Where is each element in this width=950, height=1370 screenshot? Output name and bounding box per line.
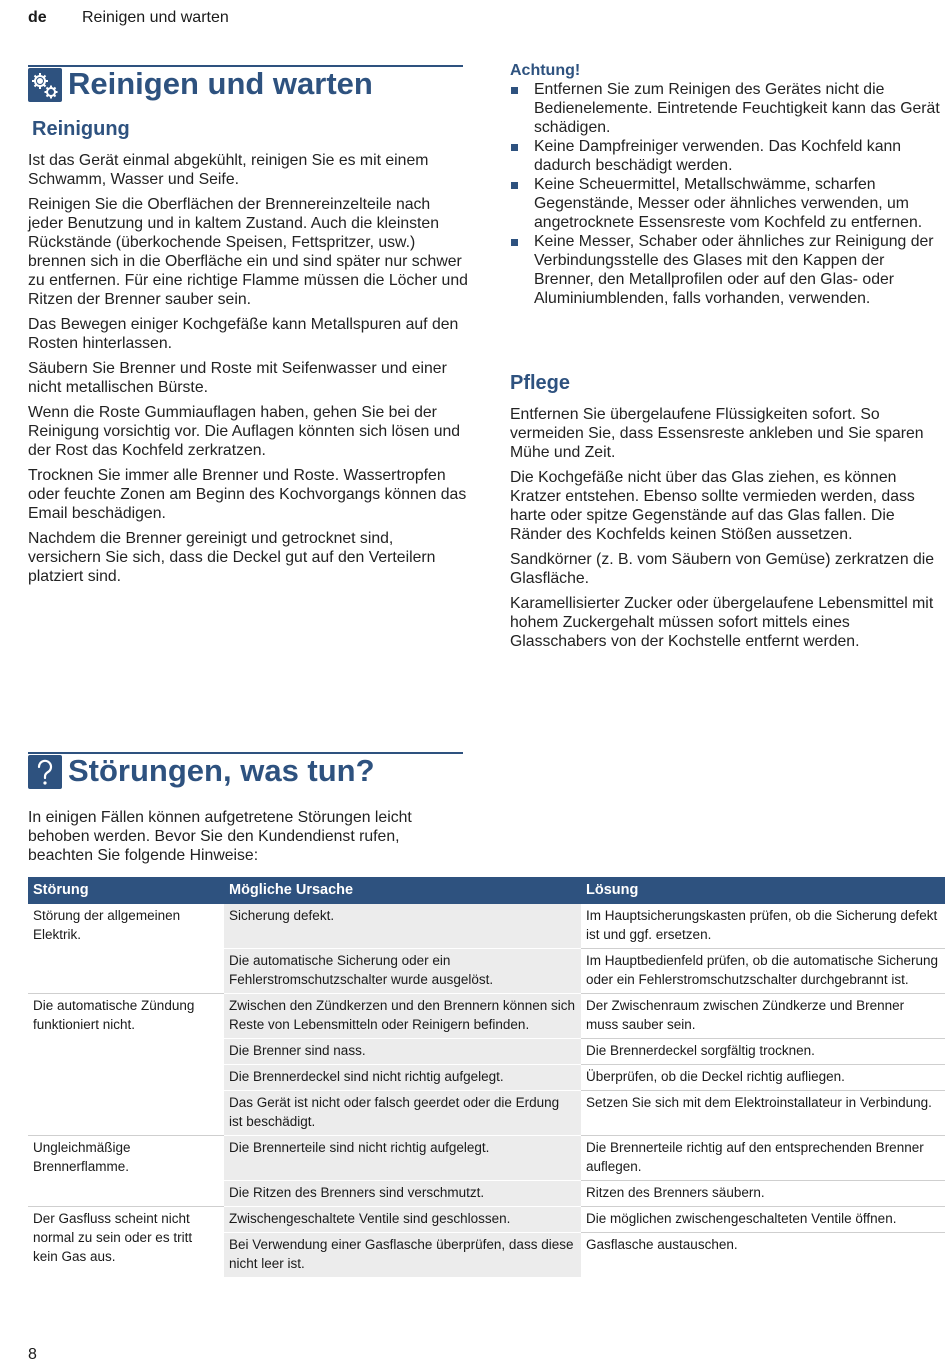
question-icon <box>28 755 62 789</box>
warning-item: Keine Messer, Schaber oder ähnliches zur Reinigung der Verbindungsstelle des Glases mit den Kappen der Brenner, den Metallprofilen oder auf den Glas- oder Aluminiumblenden, falls vorhanden, verwenden. <box>510 232 942 308</box>
gears-icon <box>28 68 62 102</box>
table-row <box>28 1207 945 1233</box>
cell-stoerung: Die automatische Zündung funktioniert nicht. <box>28 994 224 1136</box>
section-heading-reinigen <box>28 65 463 101</box>
paragraph: Reinigen Sie die Oberflächen der Brennereinzelteile nach jeder Benutzung und in kaltem Zustand. Auch die kleinsten Rückstände (überkochende Speisen, Fettspritzer, usw.) brennen sich in die Oberfläche ein und sind später nur schwer zu entfernen. Für eine richtige Flamme müssen die Löcher und Ritzen der Brenner sauber sein. <box>28 196 468 308</box>
paragraph: Das Bewegen einiger Kochgefäße kann Metallspuren auf den Rosten hinterlassen. <box>28 316 459 352</box>
pflege-text <box>510 405 945 657</box>
cell-ursache: Sicherung defekt. <box>224 904 581 949</box>
paragraph: Entfernen Sie übergelaufene Flüssigkeiten sofort. So vermeiden Sie, dass Essensreste ankleben und Sie sparen Mühe und Zeit. <box>510 406 924 461</box>
section-title-reinigen: Reinigen und warten <box>68 66 373 101</box>
warning-list <box>510 80 942 308</box>
cell-loesung: Die Brennerdeckel sorgfältig trocknen. <box>581 1039 945 1065</box>
cell-loesung: Die möglichen zwischengeschalteten Ventile öffnen. <box>581 1207 945 1233</box>
cell-loesung: Gasflasche austauschen. <box>586 1237 738 1252</box>
column-header-ursache: Mögliche Ursache <box>224 877 581 904</box>
paragraph: Ist das Gerät einmal abgekühlt, reinigen Sie es mit einem Schwamm, Wasser und Seife. <box>28 152 429 188</box>
cell-loesung: Im Hauptbedienfeld prüfen, ob die automatische Sicherung oder ein Fehlerstromschutzschalter durchgebrannt ist. <box>581 949 945 994</box>
paragraph: Trocknen Sie immer alle Brenner und Roste. Wassertropfen oder feuchte Zonen am Beginn des Kochvorgangs können das Email beschädigen. <box>28 467 467 522</box>
column-header-loesung: Lösung <box>581 877 945 904</box>
cell-loesung: Der Zwischenraum zwischen Zündkerze und Brenner muss sauber sein. <box>581 994 945 1039</box>
paragraph: Wenn die Roste Gummiauflagen haben, gehen Sie bei der Reinigung vorsichtig vor. Die Auflagen könnten sich lösen und der Rost das Kochfeld zerkratzen. <box>28 404 461 459</box>
troubleshooting-table <box>28 877 945 1278</box>
column-header-stoerung: Störung <box>28 877 224 904</box>
cell-stoerung: Störung der allgemeinen Elektrik. <box>28 904 224 994</box>
cell-ursache: Die automatische Sicherung oder ein Fehlerstromschutzschalter wurde ausgelöst. <box>224 949 581 994</box>
section-heading-stoerungen <box>28 752 463 788</box>
page-number: 8 <box>28 1346 37 1363</box>
cell-loesung: Die Brennerteile richtig auf den entsprechenden Brenner auflegen. <box>581 1136 945 1181</box>
subheading-pflege: Pflege <box>510 372 571 394</box>
table-row <box>28 1136 945 1181</box>
cell-ursache: Bei Verwendung einer Gasflasche überprüfen, dass diese nicht leer ist. <box>224 1233 581 1278</box>
cell-stoerung: Der Gasfluss scheint nicht normal zu sein oder es tritt kein Gas aus. <box>33 1211 193 1264</box>
warning-item: Keine Scheuermittel, Metallschwämme, scharfen Gegenstände, Messer oder ähnliches verwenden, um angetrocknete Essensreste vom Kochfeld zu entfernen. <box>510 175 942 232</box>
table-row <box>28 994 945 1039</box>
cell-loesung: Überprüfen, ob die Deckel richtig aufliegen. <box>581 1065 945 1091</box>
language-label: de <box>28 9 47 26</box>
paragraph: Die Kochgefäße nicht über das Glas ziehen, es können Kratzer entstehen. Ebenso sollte vermieden werden, dass harte oder spitze Gegenstände auf das Glas fallen. Die Ränder des Kochfelds keinen Stößen aussetzen. <box>510 469 915 543</box>
cell-ursache: Das Gerät ist nicht oder falsch geerdet oder die Erdung ist beschädigt. <box>224 1091 581 1136</box>
cell-loesung: Ritzen des Brenners säubern. <box>581 1181 945 1207</box>
cell-ursache: Die Brennerteile sind nicht richtig aufgelegt. <box>224 1136 581 1181</box>
paragraph: Sandkörner (z. B. vom Säubern von Gemüse) zerkratzen die Glasfläche. <box>510 551 935 587</box>
table-row <box>28 904 945 949</box>
section-title-stoerungen: Störungen, was tun? <box>68 753 375 788</box>
cell-stoerung: Ungleichmäßige Brennerflamme. <box>28 1136 224 1207</box>
cell-loesung: Setzen Sie sich mit dem Elektroinstallateur in Verbindung. <box>581 1091 945 1136</box>
cell-ursache: Zwischen den Zündkerzen und den Brennern können sich Reste von Lebensmitteln oder Reinigern befinden. <box>224 994 581 1039</box>
paragraph: Säubern Sie Brenner und Roste mit Seifenwasser und einer nicht metallischen Bürste. <box>28 360 447 396</box>
paragraph: Nachdem die Brenner gereinigt und getrocknet sind, versichern Sie sich, dass die Deckel gut auf den Verteilern platziert sind. <box>28 530 436 585</box>
cell-ursache: Die Ritzen des Brenners sind verschmutzt. <box>224 1181 581 1207</box>
cell-loesung: Im Hauptsicherungskasten prüfen, ob die Sicherung defekt ist und ggf. ersetzen. <box>581 904 945 949</box>
table-header-row <box>28 877 945 904</box>
warning-title: Achtung! <box>510 62 581 79</box>
cell-ursache: Die Brenner sind nass. <box>224 1039 581 1065</box>
running-header-title: Reinigen und warten <box>82 9 229 26</box>
warning-item: Keine Dampfreiniger verwenden. Das Kochfeld kann dadurch beschädigt werden. <box>510 137 942 175</box>
paragraph: Karamellisierter Zucker oder übergelaufene Lebensmittel mit hohem Zuckergehalt müssen sofort mittels eines Glasschabers von der Kochstelle entfernt werden. <box>510 595 934 650</box>
cell-ursache: Die Brennerdeckel sind nicht richtig aufgelegt. <box>224 1065 581 1091</box>
cell-ursache: Zwischengeschaltete Ventile sind geschlossen. <box>224 1207 581 1233</box>
reinigung-text <box>28 151 468 592</box>
subheading-reinigung: Reinigung <box>32 118 130 140</box>
warning-item: Entfernen Sie zum Reinigen des Gerätes nicht die Bedienelemente. Eintretende Feuchtigkeit kann das Gerät schädigen. <box>510 80 942 137</box>
stoerungen-intro: In einigen Fällen können aufgetretene Störungen leicht behoben werden. Bevor Sie den Kundendienst rufen, beachten Sie folgende Hinweise: <box>28 809 412 864</box>
